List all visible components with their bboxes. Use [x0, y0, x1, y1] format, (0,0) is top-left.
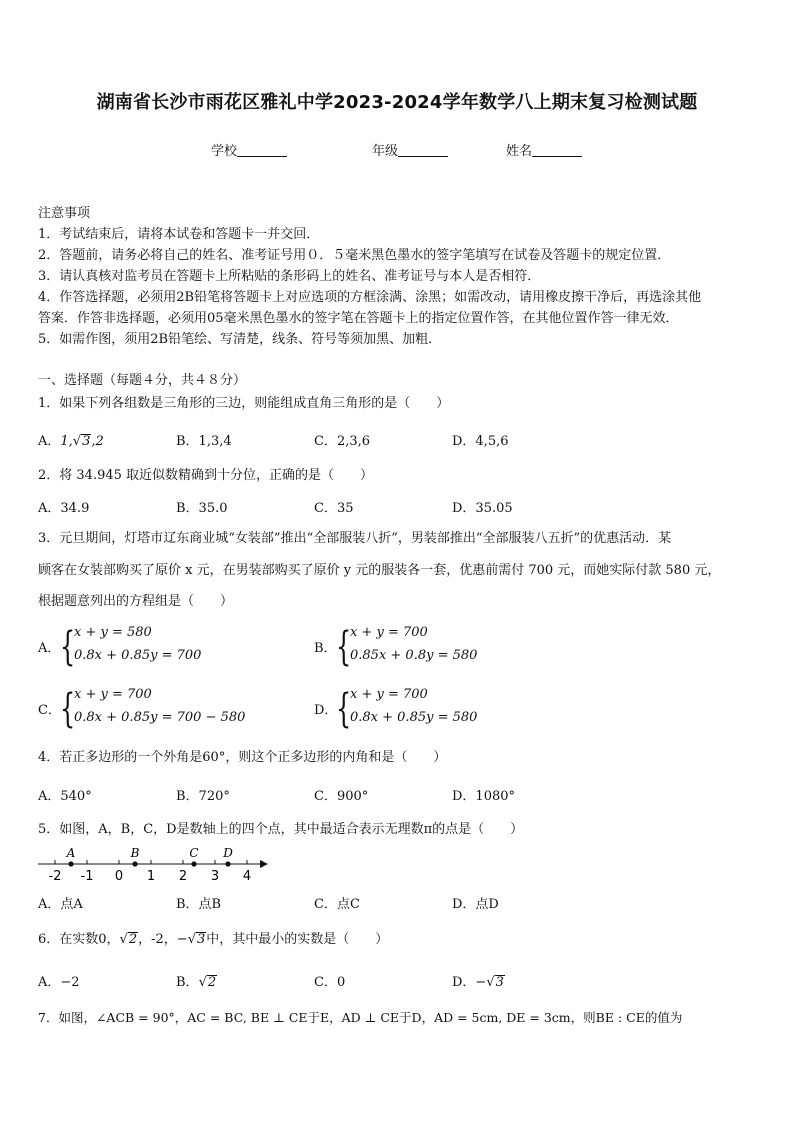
- number-line-point-label: A: [66, 846, 76, 860]
- option-a-post: ,2: [91, 434, 104, 449]
- option-a-pre: 1,: [60, 434, 73, 449]
- option-d[interactable]: D．4,5,6: [452, 434, 509, 449]
- number-line-tick-label: -2: [48, 869, 62, 884]
- notice-item: 3．请认真核对监考员在答题卡上所粘贴的条形码上的姓名、准考证号与本人是否相符．: [38, 269, 541, 284]
- option-b[interactable]: B．√2: [176, 975, 217, 990]
- option-b[interactable]: [314, 625, 554, 671]
- number-line-point-label: D: [223, 846, 233, 860]
- equation-1: x + y = 700: [350, 687, 428, 702]
- option-c[interactable]: [38, 687, 278, 733]
- question-3-stem-line-2: 顾客在女装部购买了原价 x 元，在男装部购买了原价 y 元的服装各一套，优惠前需付 700 元，而她实际付款 580 元，: [38, 563, 721, 578]
- brace-icon: {: [336, 624, 352, 670]
- number-line-point: [68, 861, 73, 866]
- name-label: 姓名: [506, 144, 533, 159]
- question-6-stem: 6．在实数0，√2，-2，−√3中，其中最小的实数是（ ）: [38, 932, 389, 947]
- number-line-tick-label: 4: [242, 869, 252, 884]
- option-d[interactable]: [314, 687, 554, 733]
- option-d-label: D．: [314, 703, 338, 718]
- number-line-point: [132, 861, 137, 866]
- question-4-options: [38, 785, 758, 805]
- option-a[interactable]: A．−2: [38, 975, 80, 990]
- brace-icon: {: [336, 686, 352, 732]
- number-line-tick-label: -1: [80, 869, 94, 884]
- option-d[interactable]: D．35.05: [452, 501, 513, 516]
- option-a[interactable]: A．点A: [38, 897, 83, 912]
- number-line-tick-label: 2: [178, 869, 188, 884]
- notice-item: 2．答题前，请务必将自己的姓名、准考证号用０．５毫米黑色墨水的签字笔填写在试卷及答题卡的规定位置．: [38, 248, 671, 263]
- notice-item: 4．作答选择题，必须用2B铅笔将答题卡上对应选项的方框涂满、涂黑；如需改动，请用橡皮擦干净后，再选涂其他: [38, 290, 702, 305]
- option-c-label: C．: [38, 703, 61, 718]
- option-a[interactable]: [38, 625, 278, 671]
- question-2-stem: 2．将 34.945 取近似数精确到十分位，正确的是（ ）: [38, 468, 374, 483]
- question-3-stem-line-3: 根据题意列出的方程组是（ ）: [38, 594, 234, 609]
- stem-part: 中，其中最小的实数是（ ）: [206, 932, 389, 947]
- notice-item: 1．考试结束后，请将本试卷和答题卡一并交回．: [38, 227, 320, 242]
- name-blank[interactable]: [532, 142, 582, 157]
- brace-icon: {: [60, 686, 76, 732]
- option-c[interactable]: C．点C: [314, 897, 360, 912]
- number-line-point-label: C: [189, 846, 199, 860]
- arrow-right-icon: [260, 860, 268, 868]
- brace-icon: {: [60, 624, 76, 670]
- notice-item: 5．如需作图，须用2B铅笔绘、写清楚，线条、符号等须加黑、加粗．: [38, 332, 442, 347]
- page-title: 湖南省长沙市雨花区雅礼中学2023-2024学年数学八上期末复习检测试题: [96, 92, 698, 113]
- option-d[interactable]: D．点D: [452, 897, 499, 912]
- equation-1: x + y = 700: [74, 687, 152, 702]
- question-1-stem: 1．如果下列各组数是三角形的三边，则能组成直角三角形的是（ ）: [38, 396, 450, 411]
- number-line-tick-label: 0: [114, 869, 124, 884]
- radicand: 3: [495, 975, 504, 990]
- equation-1: x + y = 700: [350, 625, 428, 640]
- number-line-tick-label: 1: [146, 869, 156, 884]
- option-a[interactable]: A．34.9: [38, 501, 90, 516]
- name-field[interactable]: [506, 140, 582, 159]
- number-line-figure: [38, 845, 278, 885]
- radicand: 2: [128, 932, 138, 947]
- grade-blank[interactable]: [398, 142, 448, 157]
- number-line-point: [225, 861, 230, 866]
- option-c[interactable]: C．35: [314, 501, 354, 516]
- stem-part: ，-2，−: [138, 932, 188, 947]
- option-a[interactable]: A．1,√3,2: [38, 434, 104, 449]
- equation-1: x + y = 580: [74, 625, 152, 640]
- number-line-tick-label: 3: [210, 869, 220, 884]
- option-c[interactable]: C．2,3,6: [314, 434, 371, 449]
- school-field[interactable]: [211, 140, 287, 159]
- notice-block: [38, 203, 758, 350]
- question-3-stem-line-1: 3．元旦期间，灯塔市辽东商业城“女装部”推出“全部服装八折”，男装部推出“全部服装八五折”的优惠活动．某: [38, 531, 672, 546]
- equation-2: 0.8x + 0.85y = 700: [74, 648, 202, 663]
- option-c[interactable]: C．0: [314, 975, 346, 990]
- question-4-stem: 4．若正多边形的一个外角是60°，则这个正多边形的内角和是（ ）: [38, 750, 447, 765]
- equation-2: 0.8x + 0.85y = 700 − 580: [74, 710, 246, 725]
- option-d-label: D．−: [452, 975, 487, 990]
- question-2-options: [38, 497, 758, 517]
- question-6-options: [38, 971, 758, 991]
- option-a[interactable]: A．540°: [38, 789, 92, 804]
- radicand: 2: [207, 975, 217, 990]
- option-b[interactable]: B．1,3,4: [176, 434, 232, 449]
- notice-heading: 注意事项: [38, 206, 91, 221]
- option-b[interactable]: B．720°: [176, 789, 230, 804]
- option-b-label: B．: [176, 975, 199, 990]
- notice-item: 答案．作答非选择题，必须用05毫米黑色墨水的签字笔在答题卡上的指定位置作答，在其他位置作答一律无效．: [38, 311, 679, 326]
- question-5-options: [38, 893, 758, 913]
- option-a-radicand: 3: [82, 434, 91, 449]
- option-b[interactable]: B．35.0: [176, 501, 228, 516]
- option-b[interactable]: B．点B: [176, 897, 222, 912]
- section-title: 一、选择题（每题４分，共４８分）: [38, 373, 247, 388]
- equation-2: 0.8x + 0.85y = 580: [350, 710, 478, 725]
- option-c[interactable]: C．900°: [314, 789, 369, 804]
- radicand: 3: [196, 932, 206, 947]
- question-7-stem: 7．如图，∠ACB = 90°，AC = BC, BE ⊥ CE于E，AD ⊥ CE于D，AD = 5cm, DE = 3cm，则BE : CE的值为: [38, 1010, 683, 1025]
- number-line-point: [191, 861, 196, 866]
- equation-2: 0.85x + 0.8y = 580: [350, 648, 478, 663]
- option-d[interactable]: D．1080°: [452, 789, 516, 804]
- question-1-options: [38, 430, 758, 450]
- grade-field[interactable]: [372, 140, 448, 159]
- stem-part: 6．在实数0，: [38, 932, 120, 947]
- option-b-label: B．: [314, 641, 337, 656]
- grade-label: 年级: [372, 144, 399, 159]
- number-line-point-label: B: [130, 846, 140, 860]
- school-label: 学校: [211, 144, 238, 159]
- option-d[interactable]: D．−√3: [452, 975, 504, 990]
- question-5-stem: 5．如图，A，B，C，D是数轴上的四个点，其中最适合表示无理数π的点是（ ）: [38, 822, 524, 837]
- school-blank[interactable]: [237, 142, 287, 157]
- option-a-label: A．: [38, 434, 61, 449]
- option-a-label: A．: [38, 641, 61, 656]
